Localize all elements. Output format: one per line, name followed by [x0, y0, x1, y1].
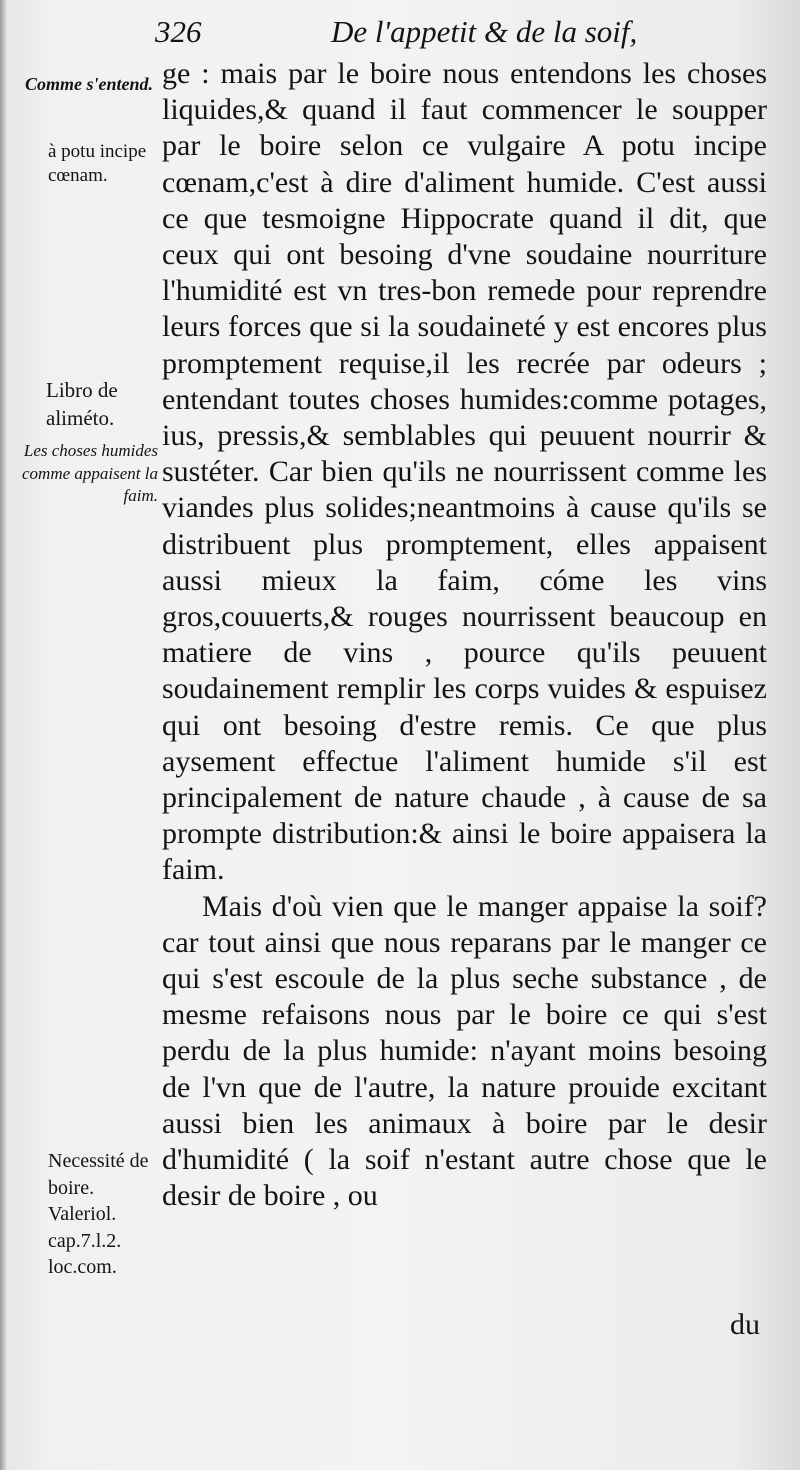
page-edge-shadow	[0, 0, 6, 1470]
catchword: du	[730, 1308, 760, 1341]
margin-note-choses-humides: Les choses humides comme appaisent la faim.	[22, 441, 158, 505]
paragraph-1: ge : mais par le boire nous entendons les choses liquides,& quand il faut commencer le soupper par le boire selon ce vulgaire A potu incipe cœnam,c'est à dire d'aliment humide. C'est aussi ce que tesmoigne Hippocrate quand il dit, que ceux qui ont besoing d'vne soudaine nourriture l'humidité est vn tres-bon remede pour reprendre leurs forces que si la soudaineté y est encores plus promptement requise,il les recrée par odeurs ; entendant toutes choses humides:comme potages, ius, pressis,& semblables qui peuuent nourrir & sustéter. Car bien qu'ils ne nourrissent comme les viandes plus solides;neantmoins à cause qu'ils se distribuent plus promptement, elles appaisent aussi mieux la faim, cóme les vins gros,couuerts,& rouges nourrissent beaucoup en matiere de vins , pource qu'ils peuuent soudainement remplir les corps vuides & espuisez qui ont besoing d'estre remis. Ce que plus aysement effectue l'aliment humide s'il est principalement de nature chaude , à cause de sa prompte distribution:& ainsi le boire appaisera la faim.	[162, 57, 767, 887]
margin-note-necessite-de-boire: Necessité de boire. Valeriol. cap.7.l.2. loc.com.	[48, 1150, 149, 1278]
main-text	[162, 56, 767, 1215]
margin-note-a-potu-incipe: à potu incipe cœnam.	[48, 141, 147, 186]
page-number: 326	[155, 14, 202, 49]
running-head: De l'appetit & de la soif,	[331, 14, 638, 49]
page-header	[155, 14, 775, 54]
paragraph-2: Mais d'où vien que le manger appaise la soif? car tout ainsi que nous reparans par le manger ce qui s'est escoule de la plus seche substance , de mesme refaisons nous par le boire ce qui s'est perdu de la plus humide: n'ayant moins besoing de l'vn que de l'autre, la nature prouide excitant aussi bien les animaux à boire par le desir d'humidité ( la soif n'estant autre chose que le desir de boire , ou	[162, 889, 767, 1213]
margin-note-libro-de-alimeto: Libro de aliméto.	[46, 378, 118, 430]
margin-note-comme-sentend: Comme s'entend.	[24, 74, 153, 94]
